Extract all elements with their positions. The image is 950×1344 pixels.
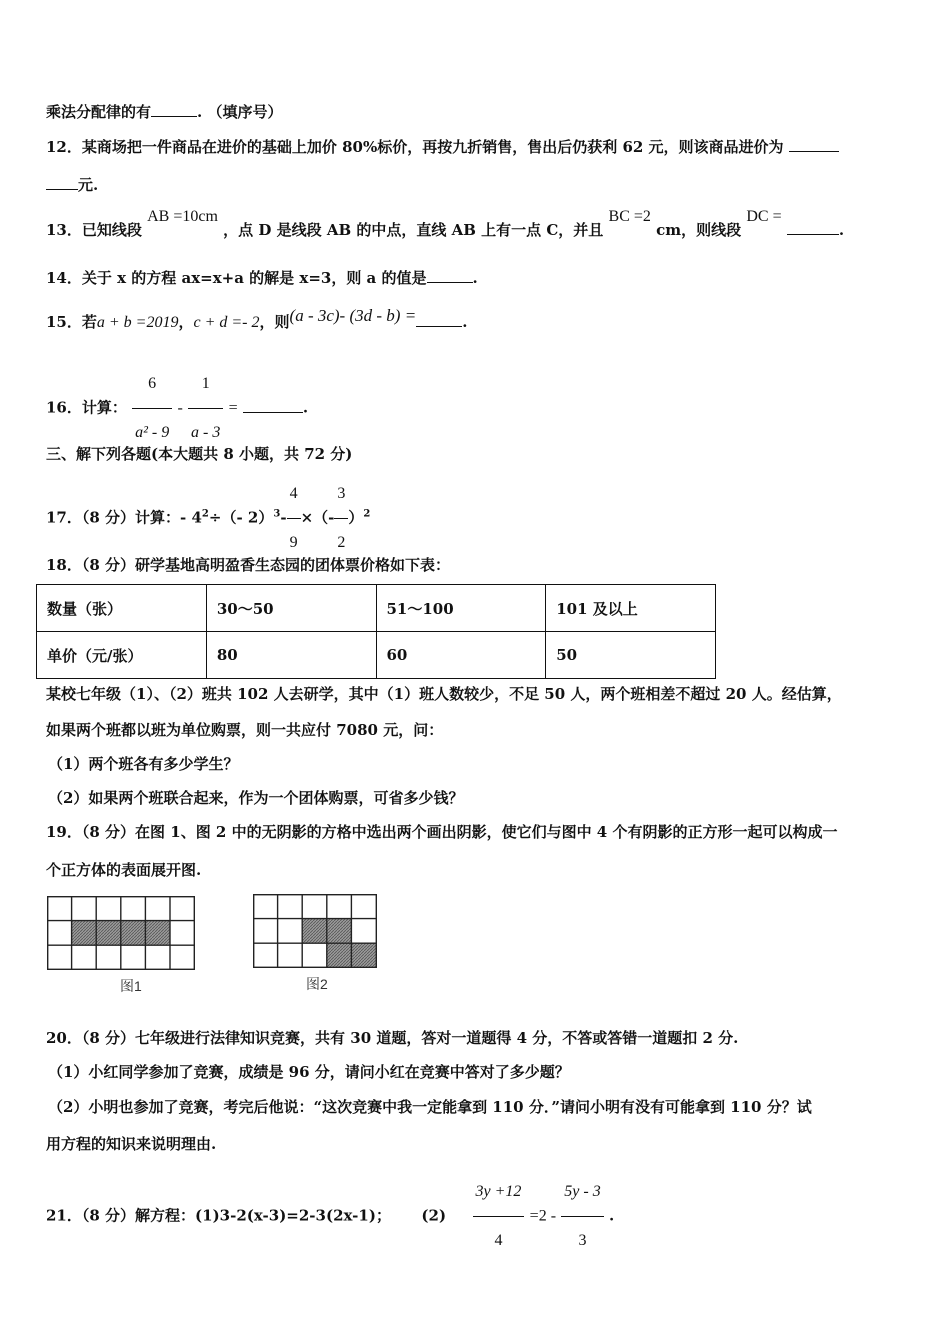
- table-header-cell: 51～100: [376, 585, 546, 632]
- question-20-sub-2: （2）小明也参加了竞赛，考完后他说：“这次竞赛中我一定能拿到 110 分．”请问小明有没有可能拿到 110 分？试: [48, 1098, 812, 1116]
- figure-1-caption: 图1: [120, 978, 142, 994]
- question-20-line-1: 20．（8 分）七年级进行法律知识竞赛，共有 30 道题，答对一道题得 4 分，不答或答错一道题扣 2 分.: [46, 1029, 739, 1047]
- section-3-title: 三、解下列各题(本大题共 8 小题，共 72 分): [46, 445, 353, 463]
- question-13: 13．已知线段 AB =10cm ，点 D 是线段 AB 的中点，直线 AB 上有一点 C，并且 BC =2 cm，则线段 DC = .: [46, 208, 845, 239]
- figure-2-grid: [253, 894, 377, 968]
- math-condition-2: c + d =- 2: [193, 314, 260, 331]
- answer-blank[interactable]: [416, 312, 462, 327]
- price-table: [36, 584, 716, 679]
- table-header-cell: 数量（张）: [37, 585, 207, 632]
- question-18-body-2: 如果两个班都以班为单位购票，则一共应付 7080 元，问：: [46, 721, 444, 739]
- fraction-2: $\frac{1}{a - 3}$: [188, 362, 223, 455]
- q11-tail: 乘法分配律的有 . （填序号）: [46, 103, 283, 121]
- table-header-cell: 101 及以上: [546, 585, 716, 632]
- figure-1-grid: [47, 896, 195, 970]
- table-cell: 50: [546, 632, 716, 679]
- fraction-3y-12: $\frac{3y +12}{4}$: [473, 1170, 525, 1263]
- question-20-sub-2-cont: 用方程的知识来说明理由.: [46, 1135, 217, 1153]
- table-cell: 60: [376, 632, 546, 679]
- question-18-body-1: 某校七年级（1）、（2）班共 102 人去研学，其中（1）班人数较少，不足 50 人，两个班相差不超过 20 人。经估算，: [46, 685, 842, 703]
- question-15: 15．若a + b =2019，c + d =- 2，则(a - 3c)- (3d - b) = .: [46, 306, 468, 331]
- math-bc: BC =2: [608, 208, 651, 225]
- question-16: 16．计算： $\frac{6}{\text{a² - 9}}$ - $\frac{1}{a - 3}$ = .: [46, 362, 308, 455]
- fraction-5y-3: $\frac{5y - 3}{3}$: [561, 1170, 603, 1263]
- question-17: 17．（8 分）计算：- $4^2\div(-$ 2）$^3$- $\frac{4}{9}$ ×（- $\frac{3}{2}$ ）$^2$: [46, 472, 370, 565]
- fraction-3-2: $\frac{3}{2}$: [334, 472, 348, 565]
- question-18-intro: 18．（8 分）研学基地高明盈香生态园的团体票价格如下表：: [46, 556, 451, 574]
- question-12-cont: 元.: [46, 175, 98, 195]
- table-row: [37, 632, 716, 679]
- table-cell: 80: [206, 632, 376, 679]
- table-cell: 单价（元/张）: [37, 632, 207, 679]
- question-18-sub-1: （1）两个班各有多少学生？: [48, 755, 239, 773]
- figure-2-caption: 图2: [306, 976, 328, 992]
- answer-blank[interactable]: [789, 137, 839, 152]
- question-19-line-1: 19．（8 分）在图 1、图 2 中的无阴影的方格中选出两个画出阴影，使它们与图中 4 个有阴影的正方形一起可以构成一: [46, 823, 838, 841]
- math-ab: AB =10cm: [147, 208, 218, 225]
- question-21: 21．（8 分）解方程：(1)3-2(x-3)=2-3(2x-1)； (2) $\frac{3y +12}{4}$ =2 - $\frac{5y - 3}{3}$ .: [46, 1170, 614, 1263]
- answer-blank[interactable]: [151, 102, 197, 117]
- question-14: 14．关于 x 的方程 ax=x+a 的解是 x=3，则 a 的值是 .: [46, 269, 478, 287]
- question-20-sub-1: （1）小红同学参加了竞赛，成绩是 96 分，请问小红在竞赛中答对了多少题？: [48, 1063, 570, 1081]
- answer-blank[interactable]: [427, 268, 473, 283]
- question-19-line-2: 个正方体的表面展开图.: [46, 861, 202, 879]
- math-expression: (a - 3c)- (3d - b) =: [289, 306, 417, 325]
- math-dc: DC =: [746, 208, 782, 225]
- fraction-1: $\frac{6}{\text{a² - 9}}$: [132, 362, 172, 455]
- fraction-4-9: $\frac{4}{9}$: [287, 472, 301, 565]
- table-header-cell: 30～50: [206, 585, 376, 632]
- table-row: [37, 585, 716, 632]
- question-18-sub-2: （2）如果两个班联合起来，作为一个团体购票，可省多少钱？: [48, 789, 464, 807]
- answer-blank[interactable]: [243, 398, 303, 413]
- answer-blank[interactable]: [787, 220, 839, 235]
- answer-blank[interactable]: [46, 175, 78, 190]
- question-12: 12．某商场把一件商品在进价的基础上加价 80%标价，再按九折销售，售出后仍获利 62 元，则该商品进价为: [46, 137, 839, 157]
- math-condition-1: a + b =2019: [96, 314, 179, 331]
